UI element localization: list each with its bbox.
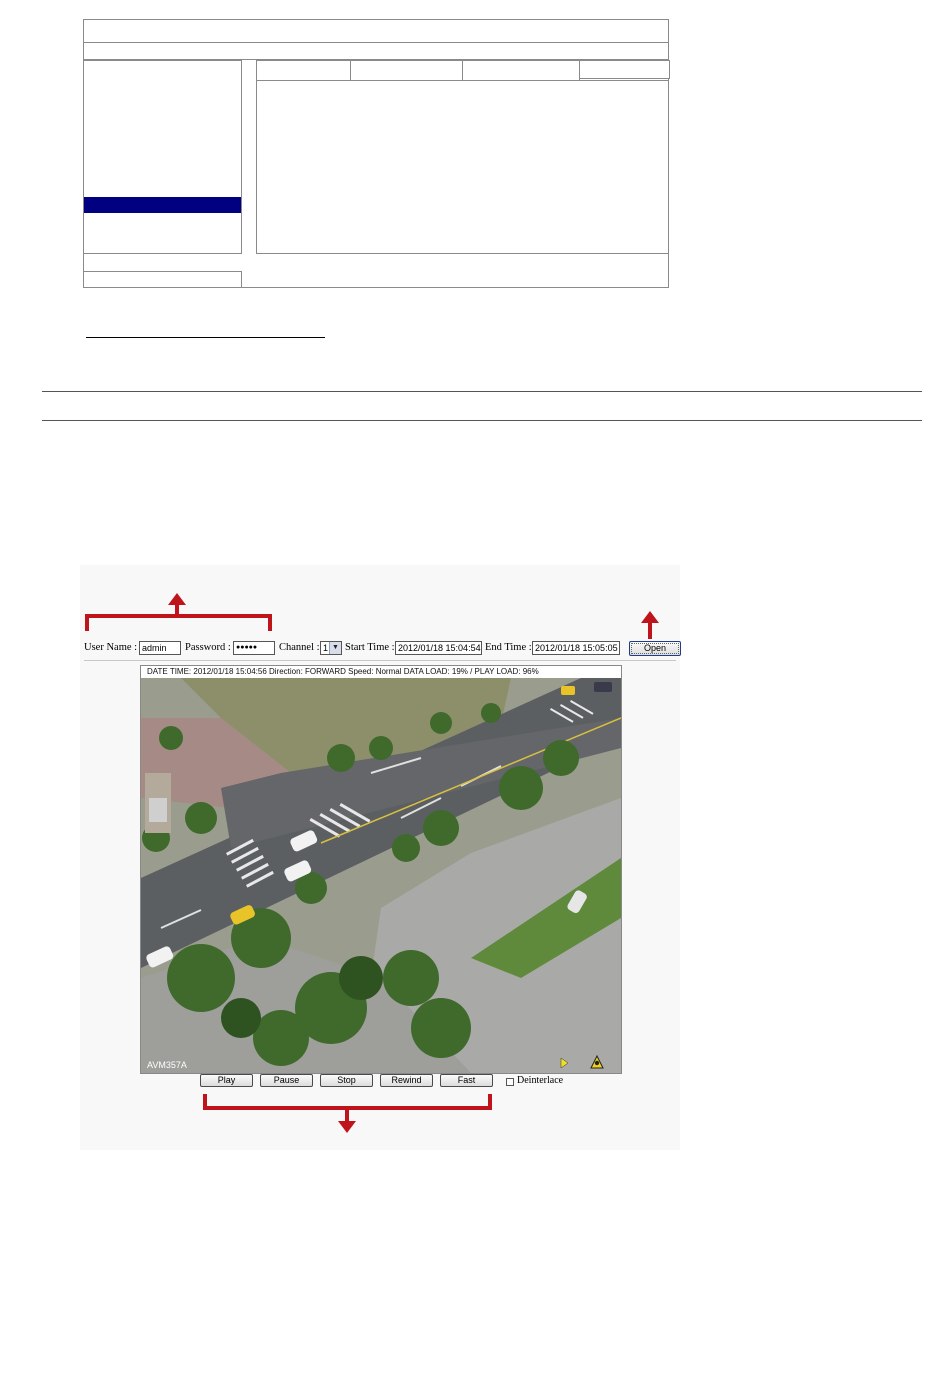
tab-1[interactable] [256,60,351,80]
password-input[interactable]: ●●●●● [233,641,275,655]
tab-2[interactable] [350,60,463,80]
pause-button[interactable]: Pause [260,1074,313,1087]
fast-button[interactable]: Fast [440,1074,493,1087]
arrow-up-icon [641,611,659,623]
end-time-input[interactable]: 2012/01/18 15:05:05 [532,641,620,655]
start-time-input[interactable]: 2012/01/18 15:04:54 [395,641,482,655]
tab-4[interactable] [579,60,670,79]
open-button-label: Open [643,643,667,653]
arrow-up-icon [168,593,186,605]
user-name-input[interactable]: admin [139,641,181,655]
dialog-status-box [84,271,242,288]
channel-value: 1 [323,643,329,653]
rewind-button[interactable]: Rewind [380,1074,433,1087]
arrow-down-icon [338,1121,356,1133]
deinterlace-label: Deinterlace [517,1075,564,1086]
chevron-down-icon[interactable]: ▼ [329,642,341,654]
play-button[interactable]: Play [200,1074,253,1087]
section-rule-bottom [42,420,922,421]
channel-label: Channel : [279,642,320,653]
sidebar-selected-item[interactable] [84,197,241,213]
dialog-title-bar [84,20,668,43]
dialog-sidebar [84,60,242,254]
password-label: Password : [185,642,231,653]
settings-dialog-outline [83,19,669,288]
dialog-menu-bar [84,42,668,60]
underline-rule [86,337,325,338]
dialog-tab-strip [256,60,668,80]
web-viewer-figure [80,565,680,1150]
user-name-label: User Name : [84,642,138,653]
annotation-markers [80,565,680,1150]
start-time-label: Start Time : [345,642,395,653]
tab-3[interactable] [462,60,580,80]
end-time-label: End Time : [485,642,532,653]
dialog-content-panel [256,80,668,254]
section-rule-top [42,391,922,392]
camera-name-overlay: AVM357A [147,1060,187,1070]
stop-button[interactable]: Stop [320,1074,373,1087]
playback-status-line: DATE TIME: 2012/01/18 15:04:56 Direction: FORWARD Speed: Normal DATA LOAD: 19% / PLAY LOAD: 96% [141,666,621,678]
